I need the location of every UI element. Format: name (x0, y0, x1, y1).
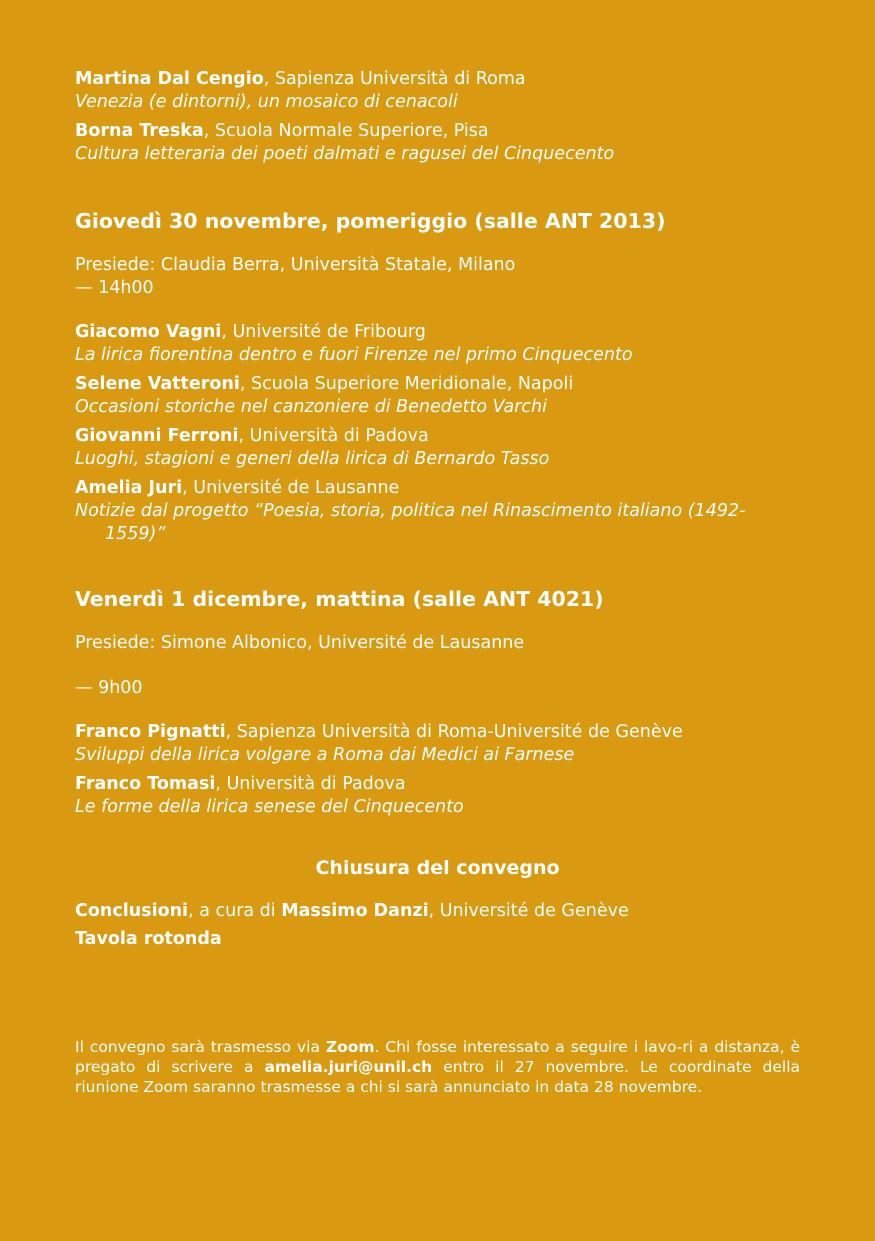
session-top (75, 68, 800, 166)
session-chair: Presiede: Simone Albonico, Université de Lausanne (75, 633, 525, 653)
programme-page (75, 68, 800, 1097)
speaker-name: Giovanni Ferroni (75, 426, 239, 446)
speaker-name: Selene Vatteroni (75, 374, 240, 394)
talk-title: Notizie dal progetto “Poesia, storia, politica nel Rinascimento italiano (1492-1559)” (75, 501, 746, 544)
zoom-label: Zoom (325, 1038, 375, 1056)
session-heading: Giovedì 30 novembre, pomeriggio (salle ANT 2013) (75, 209, 666, 233)
conclusions-label: Conclusioni (75, 901, 189, 921)
talk-item (75, 120, 800, 166)
session-thursday (75, 208, 800, 546)
speaker-affiliation: , Université de Lausanne (182, 478, 400, 498)
speaker-name: Giacomo Vagni (75, 322, 222, 342)
speaker-affiliation: , Scuola Normale Superiore, Pisa (203, 121, 489, 141)
talk-title: Venezia (e dintorni), un mosaico di cenacoli (75, 92, 458, 112)
session-heading: Venerdì 1 dicembre, mattina (salle ANT 4021) (75, 587, 604, 611)
talk-title: Luoghi, stagioni e generi della lirica di Bernardo Tasso (75, 449, 550, 469)
closing-heading: Chiusura del convegno (315, 857, 560, 879)
session-friday (75, 586, 800, 819)
talk-title: Sviluppi della lirica volgare a Roma dai Medici ai Farnese (75, 745, 575, 765)
talk-item (75, 721, 800, 767)
conclusions-person: Massimo Danzi (281, 901, 429, 921)
speaker-name: Franco Tomasi (75, 774, 216, 794)
talk-item (75, 68, 800, 114)
talk-item (75, 477, 800, 546)
speaker-affiliation: , Università di Padova (238, 426, 429, 446)
session-chair: Presiede: Claudia Berra, Università Statale, Milano (75, 255, 516, 275)
speaker-affiliation: , Scuola Superiore Meridionale, Napoli (239, 374, 574, 394)
contact-email[interactable]: amelia.juri@unil.ch (264, 1058, 433, 1076)
talk-title: Occasioni storiche nel canzoniere di Benedetto Varchi (75, 397, 547, 417)
talk-title: Cultura letteraria dei poeti dalmati e ragusei del Cinquecento (75, 144, 615, 164)
speaker-affiliation: , Sapienza Università di Roma-Université de Genève (225, 722, 683, 742)
talk-item (75, 425, 800, 471)
round-table: Tavola rotonda (75, 929, 222, 949)
streaming-note: Il convegno sarà trasmesso via Zoom. Chi fosse interessato a seguire i lavo-ri a distanza, è pregato di scrivere a amelia.juri@unil.ch entro il 27 novembre. Le coordinate della riunione Zoom saranno trasmesse a chi si sarà annunciato in data 28 novembre. (75, 1038, 800, 1096)
speaker-name: Borna Treska (75, 121, 204, 141)
speaker-affiliation: , Université de Fribourg (221, 322, 426, 342)
speaker-name: Martina Dal Cengio (75, 69, 264, 89)
conclusions-line: Conclusioni, a cura di Massimo Danzi, Université de Genève (75, 901, 629, 921)
talk-title: La lirica fiorentina dentro e fuori Firenze nel primo Cinquecento (75, 345, 633, 365)
speaker-affiliation: , Università di Padova (215, 774, 406, 794)
closing-section (75, 855, 800, 953)
speaker-affiliation: , Sapienza Università di Roma (263, 69, 526, 89)
session-time: — 14h00 (75, 278, 154, 298)
talk-item (75, 321, 800, 367)
speaker-name: Amelia Juri (75, 478, 183, 498)
session-time: — 9h00 (75, 678, 143, 698)
talk-item (75, 773, 800, 819)
talk-item (75, 373, 800, 419)
speaker-name: Franco Pignatti (75, 722, 226, 742)
talk-title: Le forme della lirica senese del Cinquecento (75, 797, 464, 817)
